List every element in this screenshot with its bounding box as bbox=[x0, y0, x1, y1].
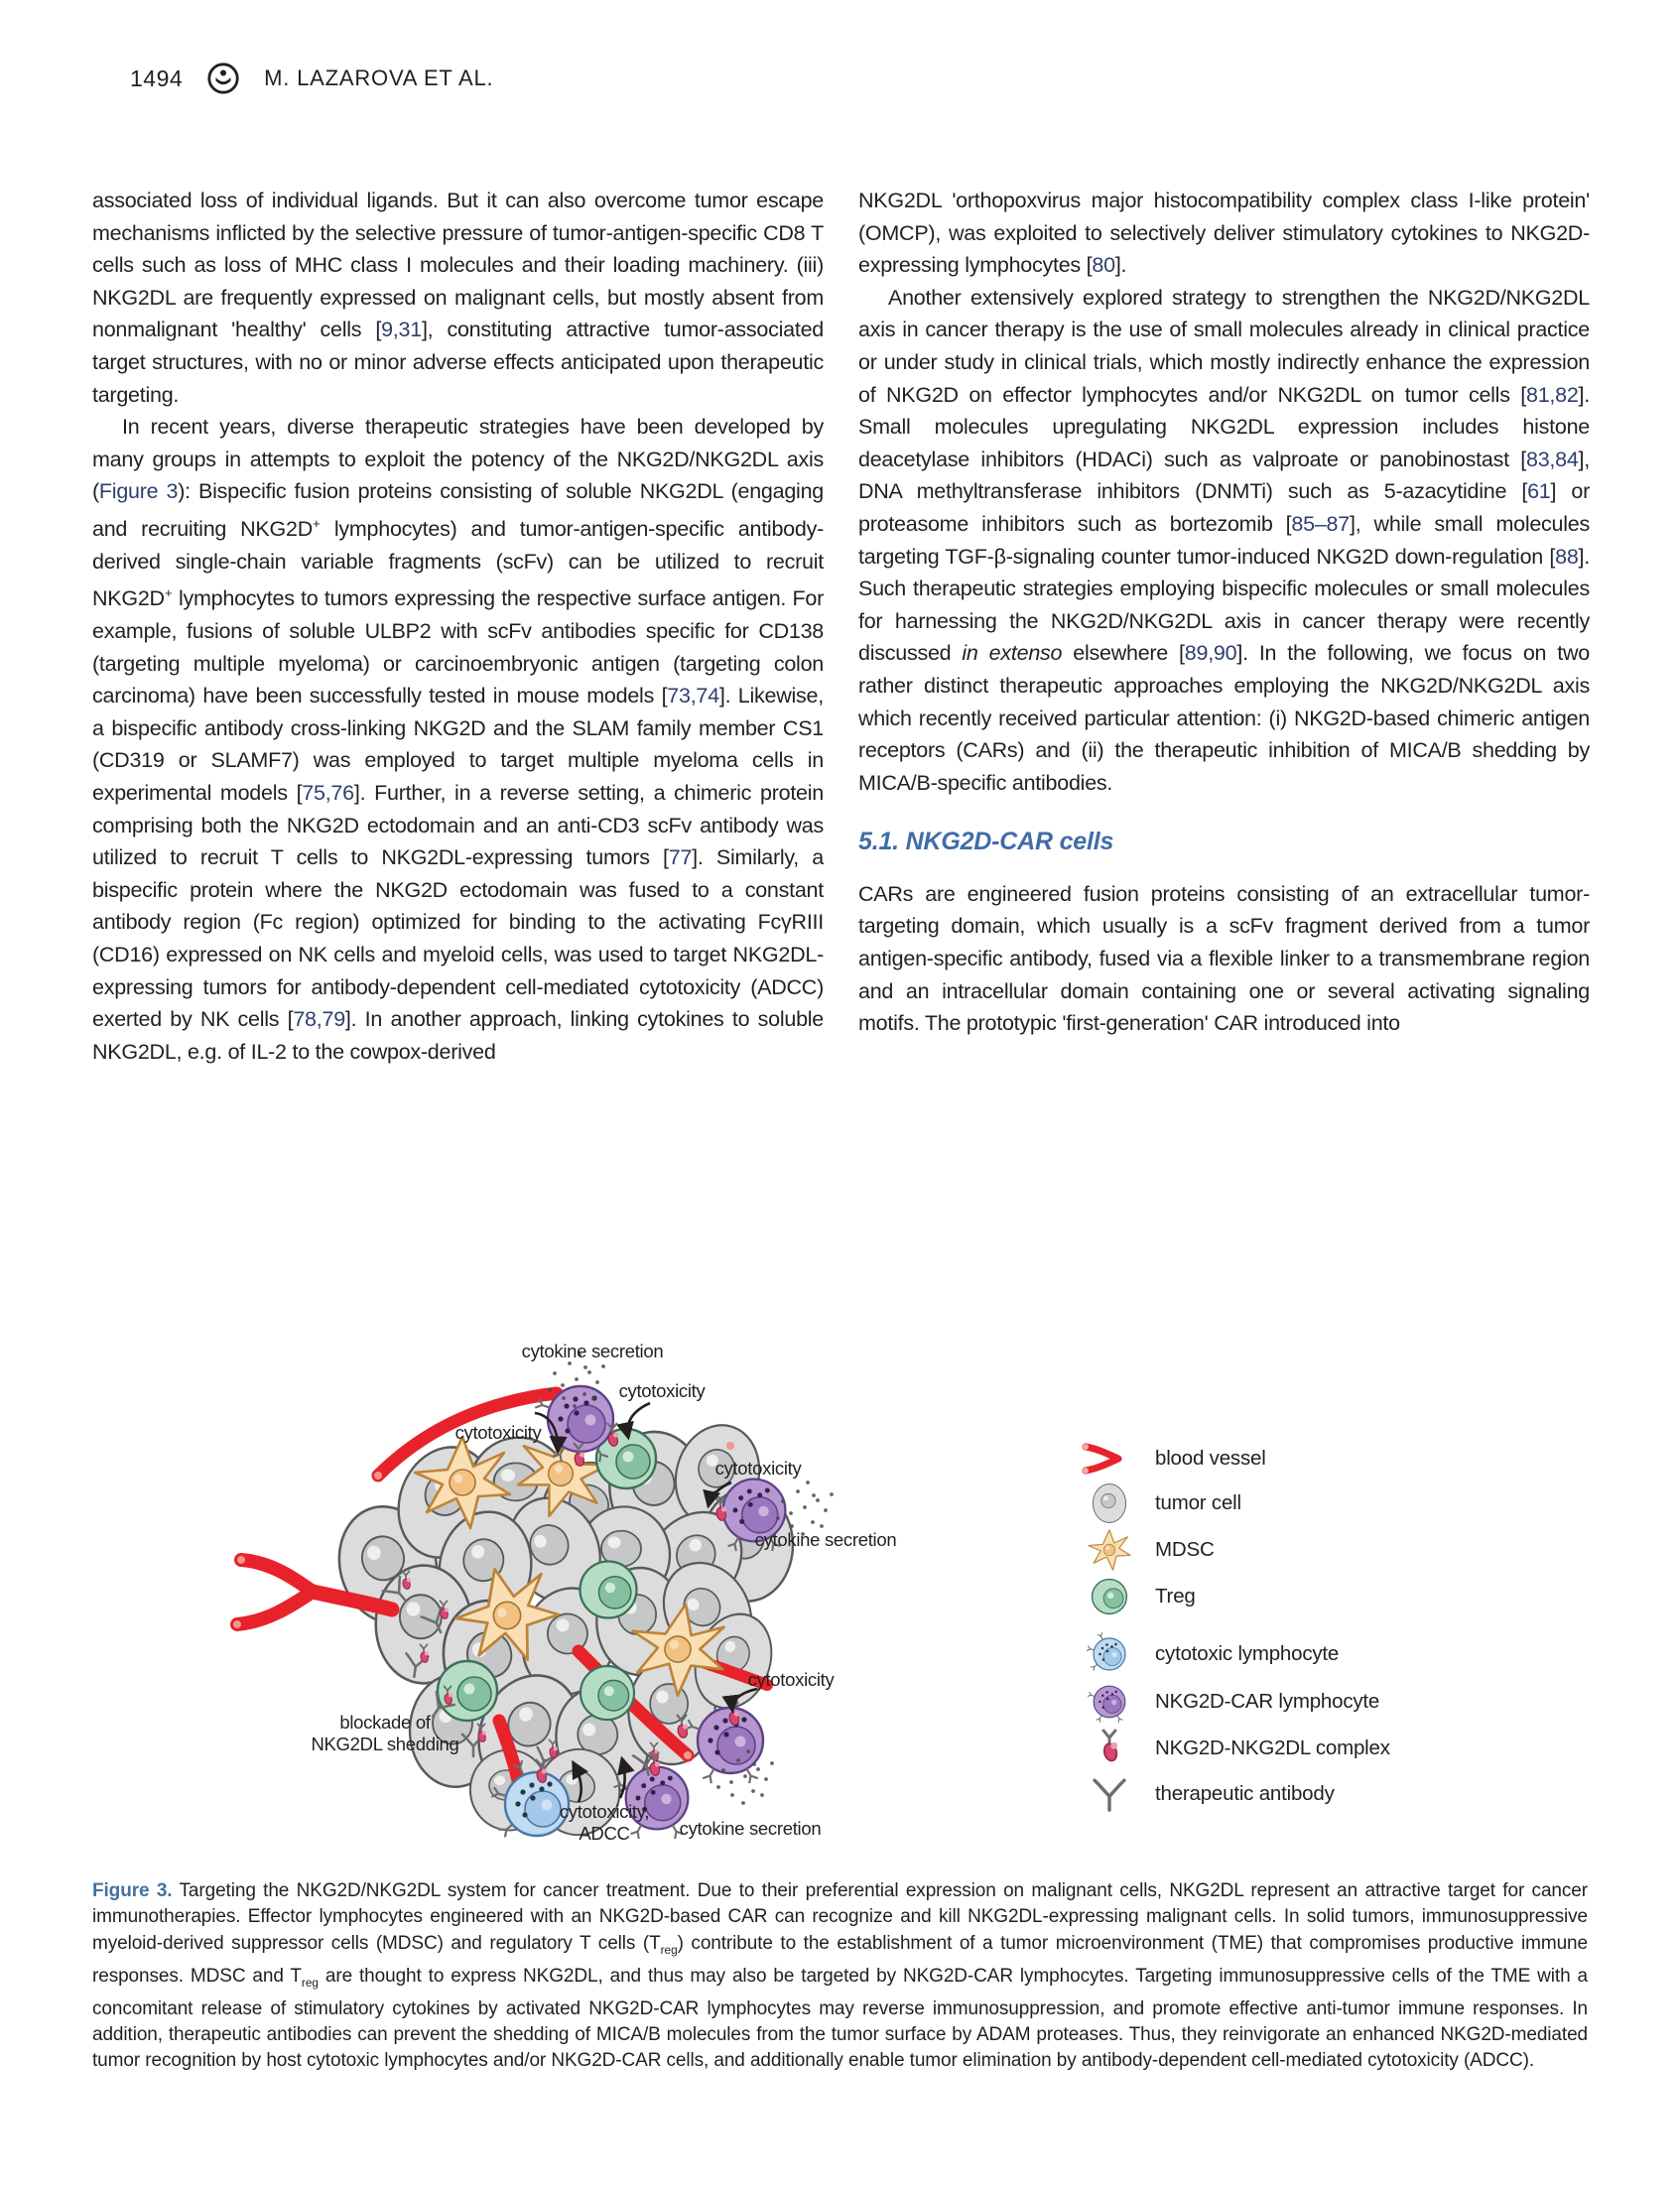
tumor-microenvironment-diagram bbox=[229, 1312, 1043, 1882]
publisher-logo-icon bbox=[206, 62, 240, 95]
text-segment: ]. In another approach, linking cytokines to soluble NKG2DL, e.g. of IL-2 to the cowpox-derived bbox=[92, 1007, 825, 1064]
text-segment: In recent years, diverse therapeutic strategies have been developed by many groups in attempts to exploit the potency of the NKG2D/NKG2DL axis ( bbox=[92, 415, 824, 504]
legend-label: NKG2D-CAR lymphocyte bbox=[1155, 1690, 1380, 1713]
blood-vessel-icon bbox=[1078, 1436, 1141, 1481]
figure-label: cytokine secretion bbox=[754, 1529, 897, 1550]
text-segment: lymphocytes to tumors expressing the respective surface antigen. For example, fusions of soluble ULBP2 with scFv antibodies specific for CD138 (targeting multiple myeloma) or carcinoembryonic antigen (targeting colon carcinoma) have been successfully tested in mouse models [ bbox=[92, 586, 824, 708]
legend-label: Treg bbox=[1155, 1585, 1196, 1608]
reference-link[interactable]: Figure 3 bbox=[98, 479, 179, 504]
legend-item bbox=[1078, 1679, 1379, 1725]
legend-item bbox=[1078, 1574, 1196, 1619]
blood-vessel bbox=[241, 1560, 313, 1592]
left-column bbox=[92, 185, 824, 1068]
legend-label: cytotoxic lymphocyte bbox=[1155, 1642, 1340, 1665]
text-segment: NKG2DL 'orthopoxvirus major histocompatibility complex class I-like protein' (OMCP), was exploited to selectively deliver stimulatory cytokines to NKG2D-expressing lymphocytes [ bbox=[858, 189, 1590, 278]
text-segment: ) contribute to the establishment of a tumor microenvironment (TME) that compromises productive immune responses. MDSC and T bbox=[92, 1932, 1588, 1987]
text-segment: Another extensively explored strategy to strengthen the NKG2D/NKG2DL axis in cancer therapy is the use of small molecules already in clinical practice or under study in clinical trials, which mostly indirectly enhance the expression of NKG2D on effector lymphocytes and/or NKG2DL on tumor cells [ bbox=[858, 285, 1590, 407]
reference-link[interactable]: 77 bbox=[668, 845, 693, 870]
text-segment: ] or proteasome inhibitors such as bortezomib [ bbox=[858, 479, 1590, 536]
text-segment: ]. Further, in a reverse setting, a chimeric protein comprising both the NKG2D ectodomain and an anti-CD3 scFv antibody was utilized to recruit T cells to NKG2DL-expressing tumors [ bbox=[92, 781, 824, 870]
paragraph bbox=[92, 411, 824, 1068]
reference-link[interactable]: 83,84 bbox=[1525, 447, 1579, 471]
section-heading: 5.1. NKG2D-CAR cells bbox=[858, 828, 1114, 856]
paragraph bbox=[92, 185, 824, 411]
text-segment: associated loss of individual ligands. But it can also overcome tumor escape mechanisms inflicted by the selective pressure of tumor-antigen-specific CD8 T cells such as loss of MHC class I molecules and their loading machinery. (iii) NKG2DL are frequently expressed on malignant cells, but mostly absent from nonmalignant 'healthy' cells [ bbox=[92, 189, 824, 342]
reference-link[interactable]: 85–87 bbox=[1291, 511, 1350, 536]
right-column bbox=[858, 185, 1590, 1040]
text-segment: ]. bbox=[1114, 253, 1127, 278]
figure-label: cytokine secretion bbox=[679, 1818, 822, 1839]
treg-cell bbox=[581, 1562, 637, 1618]
legend-label: MDSC bbox=[1155, 1538, 1215, 1561]
reference-link[interactable]: 81,82 bbox=[1525, 382, 1579, 407]
paragraph bbox=[858, 282, 1590, 800]
legend-item bbox=[1078, 1771, 1335, 1817]
legend-label: tumor cell bbox=[1155, 1491, 1241, 1514]
page-header bbox=[130, 62, 493, 95]
running-head: M. LAZAROVA ET AL. bbox=[264, 65, 494, 90]
figure-label: ADCC bbox=[579, 1823, 630, 1844]
vessel-tip bbox=[237, 1556, 245, 1564]
reference-link[interactable]: 75,76 bbox=[302, 781, 354, 805]
mdsc-icon bbox=[1078, 1527, 1141, 1573]
figure-label: blockade of bbox=[339, 1712, 431, 1733]
treg-cell bbox=[438, 1661, 497, 1721]
vessel-tip bbox=[684, 1751, 692, 1759]
figure-caption bbox=[92, 1878, 1588, 2075]
legend-label: therapeutic antibody bbox=[1155, 1782, 1335, 1805]
figure-3 bbox=[92, 1312, 1591, 1882]
text-segment: are thought to express NKG2DL, and thus may also be targeted by NKG2D-CAR lymphocytes. Targeting immunosuppressive cells of the TME with a concomitant release of stimulatory cytokines by activated NKG2D-CAR lymphocytes may reverse immunosuppression, and promote effective anti-tumor immune responses. In addition, therapeutic antibodies can prevent the shedding of MICA/B molecules from the tumor surface by ADAM proteases. Thus, they reinvigorate an enhanced NKG2D-mediated tumor recognition by host cytotoxic lymphocytes and/or NKG2D-CAR cells, and additionally enable tumor elimination by antibody-dependent cell-mediated cytotoxicity (ADCC). bbox=[92, 1965, 1588, 2072]
treg-cell bbox=[581, 1666, 634, 1720]
figure-label: cytotoxicity bbox=[714, 1458, 802, 1479]
legend-item bbox=[1078, 1480, 1241, 1526]
text-segment: ]. Similarly, a bispecific protein where the NKG2D ectodomain was fused to a constant antibody region (Fc region) optimized for binding to the activating FcγRIII (CD16) expressed on NK cells and myeloid cells, was used to target NKG2DL-expressing tumors for antibody-dependent cell-mediated cytotoxicity (ADCC) exerted by NK cells [ bbox=[92, 845, 824, 1032]
treg-icon bbox=[1078, 1574, 1141, 1619]
tumor-cell-icon bbox=[1078, 1480, 1141, 1526]
text-segment: ): Bispecific fusion proteins consisting of soluble NKG2DL (engaging and recruiting NKG2D bbox=[92, 479, 824, 542]
figure-label: cytotoxicity bbox=[747, 1669, 835, 1690]
page-number: 1494 bbox=[130, 64, 184, 91]
figure-label: cytotoxicity, bbox=[559, 1801, 650, 1822]
legend-item bbox=[1078, 1527, 1215, 1573]
legend-label: NKG2D-NKG2DL complex bbox=[1155, 1737, 1390, 1759]
paragraph bbox=[858, 878, 1590, 1040]
nkg2d-nkg2dl-complex-icon bbox=[1078, 1726, 1141, 1771]
reference-link[interactable]: Figure 3. bbox=[92, 1880, 173, 1901]
text-segment: reg bbox=[660, 1943, 678, 1957]
blood-vessel bbox=[237, 1592, 313, 1624]
text-segment: lymphocytes) and tumor-antigen-specific antibody-derived single-chain variable fragments (scFv) can be utilized to recruit NKG2D bbox=[92, 517, 824, 611]
text-segment: in extenso bbox=[962, 641, 1063, 666]
legend-item bbox=[1078, 1436, 1266, 1481]
legend-item bbox=[1078, 1726, 1390, 1771]
therapeutic-antibody-icon bbox=[1078, 1771, 1141, 1817]
text-segment: ], DNA methyltransferase inhibitors (DNMTi) such as 5-azacytidine [ bbox=[858, 447, 1590, 504]
text-segment: CARs are engineered fusion proteins consisting of an extracellular tumor-targeting domain, which usually is a scFv fragment derived from a tumor antigen-specific antibody, fused via a flexible linker to a transmembrane region and an intracellular domain containing one or several activating signaling motifs. The prototypic 'first-generation' CAR introduced into bbox=[858, 881, 1590, 1036]
reference-link[interactable]: 80 bbox=[1092, 253, 1115, 278]
text-segment: ]. In the following, we focus on two rather distinct therapeutic approaches employing the NKG2D/NKG2DL axis which recently received particular attention: (i) NKG2D-based chimeric antigen receptors (CARs) and (ii) the therapeutic inhibition of MICA/B shedding by MICA/B-specific antibodies. bbox=[858, 641, 1590, 795]
figure-legend bbox=[1078, 1312, 1589, 1882]
nkg2d-car-lymphocyte-icon bbox=[1078, 1679, 1141, 1725]
legend-label: blood vessel bbox=[1155, 1447, 1266, 1470]
reference-link[interactable]: 9,31 bbox=[381, 318, 422, 342]
reference-link[interactable]: 61 bbox=[1527, 479, 1551, 504]
text-segment: ]. Small molecules upregulating NKG2DL expression includes histone deacetylase inhibitors (HDACi) such as valproate or panobinostast [ bbox=[858, 382, 1590, 471]
reference-link[interactable]: 89,90 bbox=[1184, 641, 1237, 666]
vessel-tip bbox=[233, 1620, 241, 1628]
text-segment: elsewhere [ bbox=[1062, 641, 1185, 666]
text-segment: ], while small molecules targeting TGF-β-signaling counter tumor-induced NKG2D down-regulation [ bbox=[858, 511, 1590, 569]
figure-label: NKG2DL shedding bbox=[311, 1734, 459, 1754]
cytotoxic-lymphocyte-icon bbox=[1078, 1631, 1141, 1677]
vessel-tip bbox=[374, 1472, 382, 1480]
paragraph bbox=[858, 185, 1590, 282]
text-segment: ]. Such therapeutic strategies employing bispecific molecules or small molecules for harnessing the NKG2D/NKG2DL axis in cancer therapy were recently discussed bbox=[858, 544, 1590, 666]
reference-link[interactable]: 78,79 bbox=[293, 1007, 345, 1032]
text-segment: Targeting the NKG2D/NKG2DL system for cancer treatment. Due to their preferential expression on malignant cells, NKG2DL represent an attractive target for cancer immunotherapies. Effector lymphocytes engineered with an NKG2D-based CAR can recognize and kill NKG2DL-expressing malignant cells. In solid tumors, immunosuppressive myeloid-derived suppressor cells (MDSC) and regulatory T cells (T bbox=[92, 1880, 1588, 1954]
reference-link[interactable]: 73,74 bbox=[667, 684, 719, 708]
text-segment: + bbox=[164, 585, 173, 601]
text-segment: reg bbox=[301, 1976, 319, 1990]
text-segment: ]. Likewise, a bispecific antibody cross-linking NKG2D and the SLAM family member CS1 (CD319 or SLAMF7) was employed to target multiple myeloma cells in experimental models [ bbox=[92, 684, 824, 805]
text-segment: + bbox=[313, 515, 321, 531]
figure-label: cytotoxicity bbox=[454, 1422, 542, 1443]
legend-item bbox=[1078, 1631, 1339, 1677]
reference-link[interactable]: 88 bbox=[1555, 544, 1579, 569]
figure-label: cytokine secretion bbox=[521, 1341, 664, 1361]
vessel-tip bbox=[726, 1442, 734, 1450]
text-segment: ], constituting attractive tumor-associated target structures, with no or minor adverse effects anticipated upon therapeutic targeting. bbox=[92, 318, 824, 407]
figure-label: cytotoxicity bbox=[618, 1380, 706, 1401]
